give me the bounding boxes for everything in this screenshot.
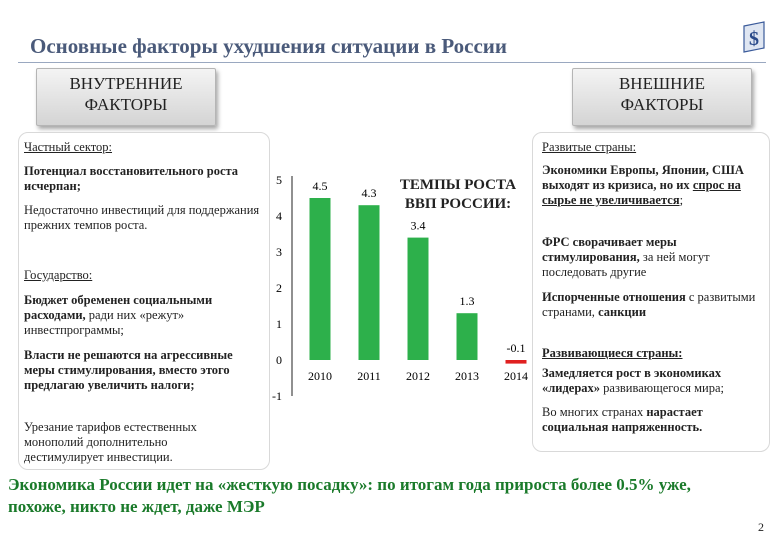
external-factors-line2: ФАКТОРЫ — [620, 95, 704, 114]
svg-text:$: $ — [749, 28, 759, 50]
y-tick-label: 3 — [276, 245, 282, 259]
external-factors-box — [572, 68, 752, 126]
developed-point-3 — [542, 290, 766, 320]
developed-point-1-b: спрос на сырье не увеличивается — [542, 178, 741, 207]
external-factors-line1: ВНЕШНИЕ — [618, 74, 706, 93]
state-point-1-rest: ради них «режут» инвестпрограммы; — [24, 308, 185, 337]
emerging-point-1-b: развивающегося мира; — [600, 381, 724, 395]
x-tick-label: 2010 — [308, 369, 332, 383]
developed-point-2-a: ФРС сворачивает меры стимулирования, — [542, 235, 677, 264]
emerging-point-2-b: нарастает социальная напряженность. — [542, 405, 703, 434]
developed-point-1-a: Экономики Европы, Японии, США выходят из кризиса, но их — [542, 163, 744, 192]
developed-point-2 — [542, 235, 766, 280]
x-tick-label: 2013 — [455, 369, 479, 383]
developed-point-1-c: ; — [679, 193, 684, 207]
x-tick-label: 2011 — [357, 369, 381, 383]
private-point-2: Недостаточно инвестиций для поддержания прежних темпов роста. — [24, 203, 260, 232]
y-tick-label: 5 — [276, 173, 282, 187]
internal-factors-line1: ВНУТРЕННИЕ — [69, 74, 183, 93]
private-point-1: Потенциал восстановительного роста исчерпан; — [24, 164, 239, 193]
developed-point-3-b: с развитыми странами, — [542, 290, 756, 319]
developed-point-1 — [542, 163, 766, 208]
emerging-point-2 — [542, 405, 764, 435]
internal-factors-line2: ФАКТОРЫ — [84, 95, 168, 114]
y-tick-label: 0 — [276, 353, 282, 367]
data-label: 4.3 — [361, 186, 377, 201]
emerging-point-1-a: Замедляется рост в экономиках «лидерах» — [542, 366, 722, 395]
y-tick-label: -1 — [272, 389, 282, 403]
bar — [359, 205, 380, 360]
page-title: Основные факторы ухудшения ситуации в России — [30, 34, 507, 58]
developed-point-2-b: за ней могут последовать другие — [542, 250, 710, 279]
y-tick-label: 4 — [276, 209, 282, 223]
bar — [506, 360, 527, 364]
page-number: 2 — [758, 520, 764, 534]
state-point-1 — [24, 293, 256, 338]
conclusion-text: Экономика России идет на «жесткую посадку»: по итогам года прироста более 0.5% уже, похоже, никто не ждет, даже МЭР — [8, 475, 691, 516]
emerging-point-1 — [542, 366, 764, 396]
state-point-2: Власти не решаются на агрессивные меры стимулирования, вместо этого предлагаю увеличить налоги; — [24, 348, 233, 392]
data-label: 1.3 — [459, 294, 475, 309]
bar — [457, 313, 478, 360]
developed-point-3-c: санкции — [598, 305, 647, 319]
developed-point-3-a: Испорченные отношения — [542, 290, 686, 304]
data-label: 3.4 — [410, 218, 426, 233]
emerging-countries-heading: Развивающиеся страны: — [542, 346, 683, 360]
developed-countries-heading: Развитые страны: — [542, 140, 637, 154]
data-label: 4.5 — [312, 179, 328, 193]
y-tick-label: 2 — [276, 281, 282, 295]
company-logo-icon — [740, 20, 768, 54]
y-tick-label: 1 — [276, 317, 282, 331]
state-point-1-bold: Бюджет обременен социальными расходами, — [24, 293, 213, 322]
emerging-point-2-a: Во многих странах — [542, 405, 647, 419]
chart-title: ТЕМПЫ РОСТА ВВП РОССИИ: — [399, 177, 517, 212]
data-label: -0.1 — [506, 341, 526, 355]
title-divider — [18, 62, 766, 63]
bar — [408, 238, 429, 360]
private-sector-heading: Частный сектор: — [24, 140, 113, 154]
bar — [310, 198, 331, 360]
internal-factors-box — [36, 68, 216, 126]
state-point-3: Урезание тарифов естественных монополий дополнительно дестимулирует инвестиции. — [24, 420, 197, 464]
x-tick-label: 2014 — [504, 369, 528, 383]
state-heading: Государство: — [24, 268, 93, 282]
x-tick-label: 2012 — [406, 369, 430, 383]
